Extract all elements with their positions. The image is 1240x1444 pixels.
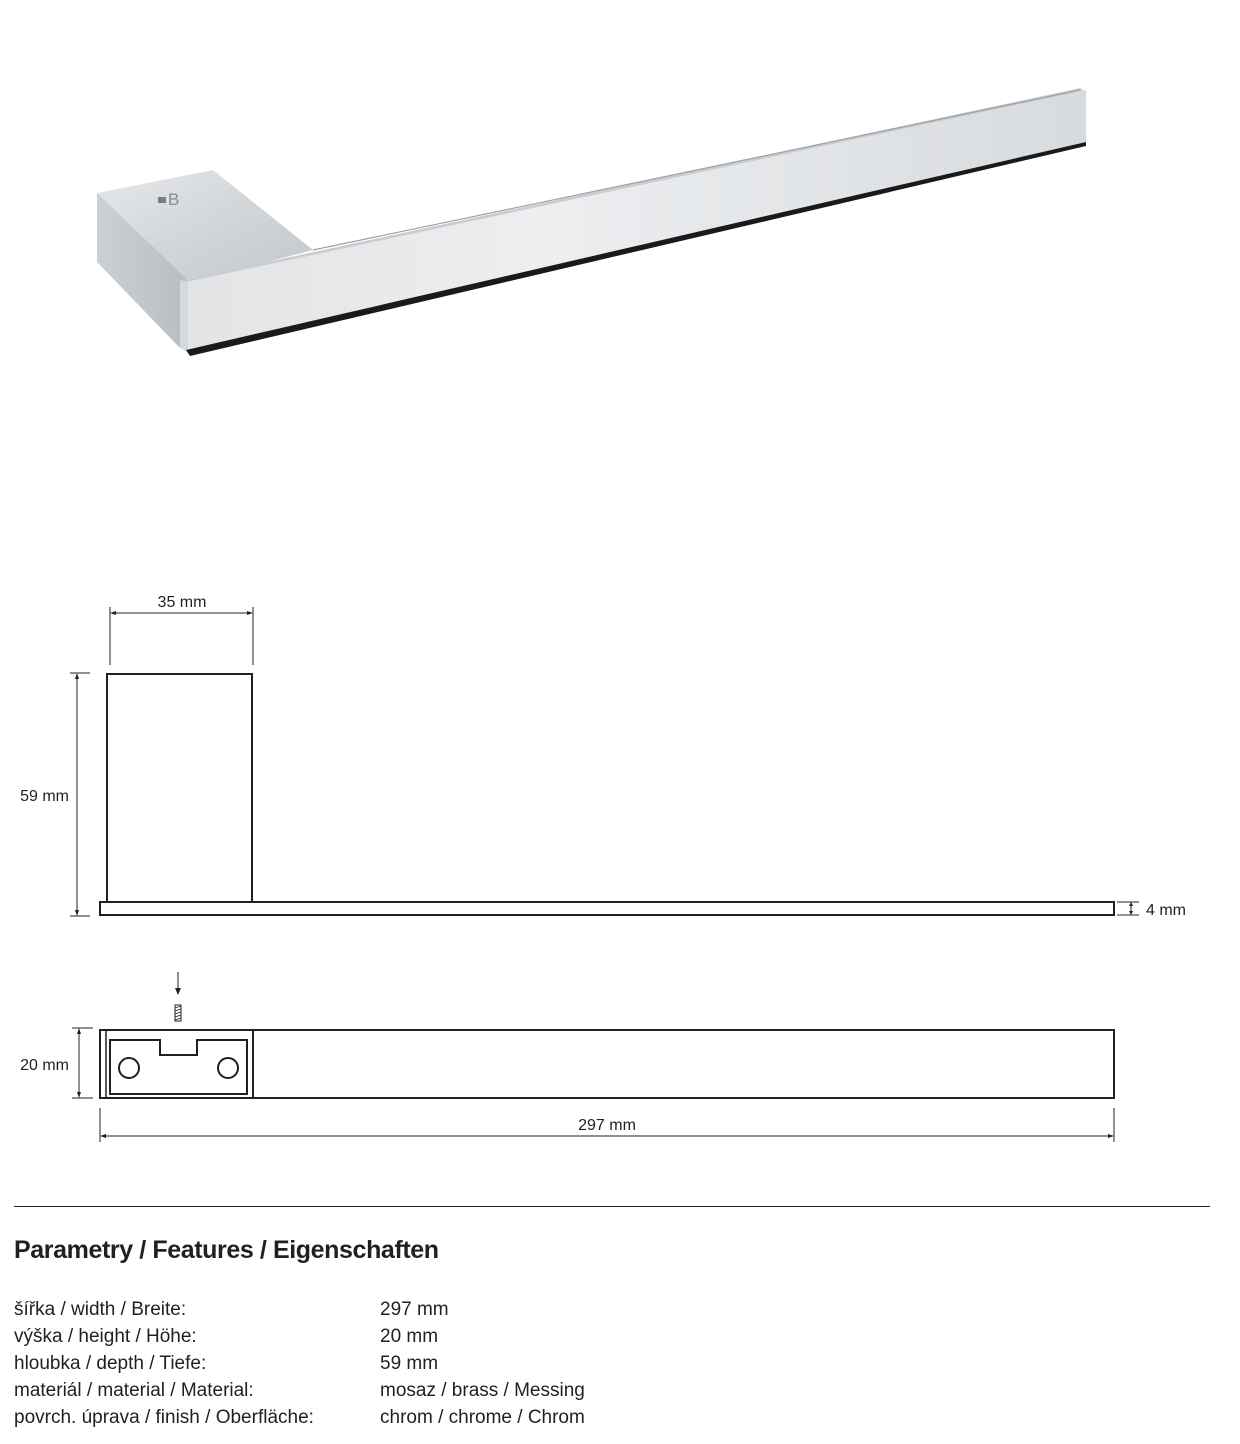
mount-block-outline bbox=[107, 674, 252, 902]
spec-label: výška / height / Höhe: bbox=[14, 1326, 197, 1347]
dimension-thickness bbox=[1117, 902, 1186, 919]
spec-value: mosaz / brass / Messing bbox=[380, 1380, 585, 1401]
dimension-width-label: 35 mm bbox=[157, 594, 207, 611]
screw-hole-left bbox=[119, 1058, 139, 1078]
spec-label: šířka / width / Breite: bbox=[14, 1299, 187, 1320]
top-view-drawing bbox=[0, 960, 1240, 1150]
spec-value: 20 mm bbox=[380, 1326, 439, 1347]
bar-outline bbox=[100, 902, 1114, 915]
dimension-thickness-label: 4 mm bbox=[1146, 902, 1186, 919]
dimension-width bbox=[110, 594, 253, 665]
screw-icon bbox=[175, 972, 181, 1021]
dimension-length bbox=[100, 1108, 1114, 1142]
features-title: Parametry / Features / Eigenschaften bbox=[14, 1236, 439, 1264]
spec-row-width bbox=[14, 1296, 585, 1323]
spec-row-finish bbox=[14, 1404, 585, 1431]
dimension-depth bbox=[20, 673, 90, 916]
towel-holder-render bbox=[97, 88, 1086, 356]
dimension-height bbox=[20, 1028, 93, 1098]
spec-value: 297 mm bbox=[380, 1299, 449, 1320]
spec-value: chrom / chrome / Chrom bbox=[380, 1407, 585, 1428]
spec-label: povrch. úprava / finish / Oberfläche: bbox=[14, 1407, 314, 1428]
spec-row-material bbox=[14, 1377, 585, 1404]
spec-label: materiál / material / Material: bbox=[14, 1380, 254, 1401]
features-table bbox=[14, 1296, 585, 1431]
spec-row-depth bbox=[14, 1350, 585, 1377]
mounting-plate-outline bbox=[110, 1040, 247, 1094]
spec-label: hloubka / depth / Tiefe: bbox=[14, 1353, 207, 1374]
side-view-drawing bbox=[0, 580, 1240, 940]
svg-text:B: B bbox=[168, 190, 180, 209]
section-divider bbox=[14, 1206, 1210, 1207]
spec-value: 59 mm bbox=[380, 1353, 439, 1374]
dimension-length-label: 297 mm bbox=[578, 1117, 636, 1134]
screw-hole-right bbox=[218, 1058, 238, 1078]
product-image bbox=[0, 0, 1240, 400]
spec-row-height bbox=[14, 1323, 585, 1350]
dimension-height-label: 20 mm bbox=[20, 1057, 69, 1074]
dimension-depth-label: 59 mm bbox=[20, 788, 69, 805]
